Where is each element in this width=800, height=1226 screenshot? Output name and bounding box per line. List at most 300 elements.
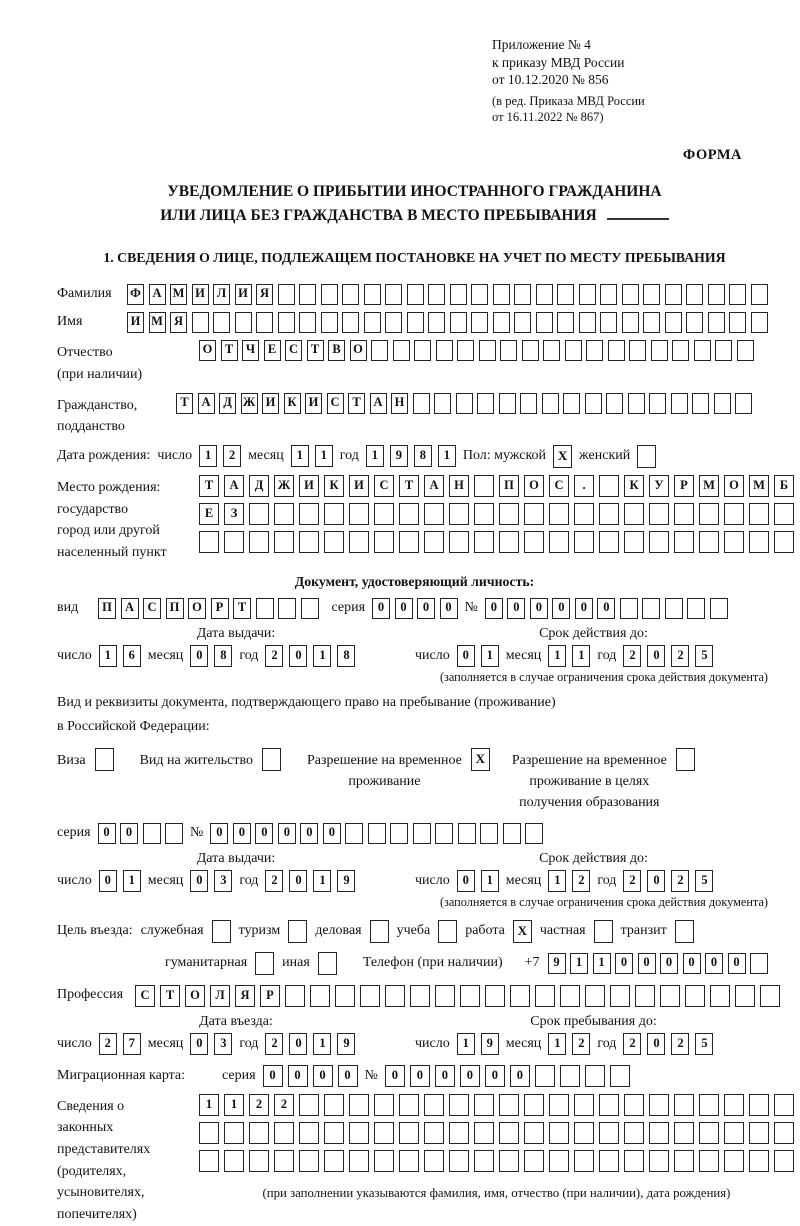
form-cell[interactable]: И: [305, 393, 322, 414]
form-cell[interactable]: 0: [510, 1065, 530, 1087]
form-cell[interactable]: [524, 1150, 544, 1172]
form-cell[interactable]: [749, 503, 769, 525]
form-cell[interactable]: [324, 1094, 344, 1116]
form-cell[interactable]: [624, 1150, 644, 1172]
form-cell[interactable]: 2: [274, 1094, 294, 1116]
purpose-transit-checkbox[interactable]: [675, 920, 694, 943]
form-cell[interactable]: [374, 1094, 394, 1116]
purpose-other-checkbox[interactable]: [318, 952, 337, 975]
form-cell[interactable]: [274, 1122, 294, 1144]
form-cell[interactable]: [606, 393, 623, 414]
form-cell[interactable]: 1: [313, 645, 331, 667]
form-cell[interactable]: 2: [623, 645, 641, 667]
form-cell[interactable]: 8: [414, 445, 432, 467]
form-cell[interactable]: [414, 340, 431, 361]
form-cell[interactable]: [299, 1150, 319, 1172]
form-cell[interactable]: О: [199, 340, 216, 361]
purpose-business-checkbox[interactable]: [370, 920, 389, 943]
form-cell[interactable]: [499, 1094, 519, 1116]
form-cell[interactable]: 5: [695, 870, 713, 892]
form-cell[interactable]: К: [324, 475, 344, 497]
form-cell[interactable]: [549, 531, 569, 553]
form-cell[interactable]: 0: [683, 953, 701, 974]
form-cell[interactable]: [278, 312, 295, 333]
form-cell[interactable]: [500, 340, 517, 361]
form-cell[interactable]: 2: [265, 645, 283, 667]
form-cell[interactable]: [428, 284, 445, 305]
form-cell[interactable]: [599, 1122, 619, 1144]
form-cell[interactable]: [749, 1122, 769, 1144]
form-cell[interactable]: [524, 503, 544, 525]
form-cell[interactable]: Т: [307, 340, 324, 361]
form-cell[interactable]: 1: [315, 445, 333, 467]
form-cell[interactable]: Т: [399, 475, 419, 497]
form-cell[interactable]: 0: [190, 870, 208, 892]
form-cell[interactable]: 1: [199, 445, 217, 467]
form-cell[interactable]: [622, 312, 639, 333]
form-cell[interactable]: [536, 284, 553, 305]
form-cell[interactable]: [694, 340, 711, 361]
form-cell[interactable]: 0: [457, 870, 475, 892]
form-cell[interactable]: 0: [507, 598, 525, 619]
form-cell[interactable]: 6: [123, 645, 141, 667]
form-cell[interactable]: 0: [99, 870, 117, 892]
form-cell[interactable]: [522, 340, 539, 361]
form-cell[interactable]: 0: [485, 598, 503, 619]
form-cell[interactable]: Ч: [242, 340, 259, 361]
form-cell[interactable]: [624, 1122, 644, 1144]
form-cell[interactable]: [424, 1150, 444, 1172]
form-cell[interactable]: В: [328, 340, 345, 361]
form-cell[interactable]: 9: [390, 445, 408, 467]
sex-female-checkbox[interactable]: [637, 445, 656, 468]
form-cell[interactable]: Б: [774, 475, 794, 497]
form-cell[interactable]: [671, 393, 688, 414]
form-cell[interactable]: [610, 1065, 630, 1087]
form-cell[interactable]: [510, 985, 530, 1007]
form-cell[interactable]: [714, 393, 731, 414]
form-cell[interactable]: 2: [249, 1094, 269, 1116]
form-cell[interactable]: [643, 312, 660, 333]
form-cell[interactable]: 0: [485, 1065, 505, 1087]
form-cell[interactable]: 0: [417, 598, 435, 619]
form-cell[interactable]: [649, 1094, 669, 1116]
form-cell[interactable]: [600, 284, 617, 305]
form-cell[interactable]: [542, 393, 559, 414]
form-cell[interactable]: [585, 985, 605, 1007]
form-cell[interactable]: У: [649, 475, 669, 497]
form-cell[interactable]: Д: [219, 393, 236, 414]
form-cell[interactable]: 0: [190, 1033, 208, 1055]
form-cell[interactable]: [324, 1150, 344, 1172]
form-cell[interactable]: [493, 312, 510, 333]
form-cell[interactable]: [549, 1122, 569, 1144]
form-cell[interactable]: [374, 531, 394, 553]
form-cell[interactable]: [751, 284, 768, 305]
form-cell[interactable]: [586, 340, 603, 361]
form-cell[interactable]: [374, 1150, 394, 1172]
form-cell[interactable]: [335, 985, 355, 1007]
form-cell[interactable]: [649, 393, 666, 414]
form-cell[interactable]: С: [549, 475, 569, 497]
form-cell[interactable]: [256, 312, 273, 333]
form-cell[interactable]: 1: [548, 1033, 566, 1055]
form-cell[interactable]: 0: [705, 953, 723, 974]
form-cell[interactable]: 9: [337, 1033, 355, 1055]
form-cell[interactable]: 0: [278, 823, 296, 844]
form-cell[interactable]: 0: [575, 598, 593, 619]
form-cell[interactable]: [599, 531, 619, 553]
form-cell[interactable]: [371, 340, 388, 361]
form-cell[interactable]: [749, 531, 769, 553]
form-cell[interactable]: С: [374, 475, 394, 497]
form-cell[interactable]: [449, 503, 469, 525]
form-cell[interactable]: [435, 985, 455, 1007]
purpose-tourism-checkbox[interactable]: [288, 920, 307, 943]
form-cell[interactable]: [324, 1122, 344, 1144]
form-cell[interactable]: [774, 1122, 794, 1144]
form-cell[interactable]: [687, 598, 705, 619]
form-cell[interactable]: [724, 1122, 744, 1144]
form-cell[interactable]: П: [166, 598, 184, 619]
form-cell[interactable]: [480, 823, 498, 844]
form-cell[interactable]: [458, 823, 476, 844]
form-cell[interactable]: 0: [190, 645, 208, 667]
form-cell[interactable]: М: [149, 312, 166, 333]
form-cell[interactable]: [686, 312, 703, 333]
form-cell[interactable]: 1: [481, 645, 499, 667]
form-cell[interactable]: [321, 284, 338, 305]
form-cell[interactable]: [565, 340, 582, 361]
form-cell[interactable]: А: [424, 475, 444, 497]
form-cell[interactable]: 0: [395, 598, 413, 619]
form-cell[interactable]: [143, 823, 161, 844]
form-cell[interactable]: 1: [572, 645, 590, 667]
form-cell[interactable]: [471, 312, 488, 333]
form-cell[interactable]: М: [170, 284, 187, 305]
form-cell[interactable]: [342, 284, 359, 305]
form-cell[interactable]: 1: [593, 953, 611, 974]
form-cell[interactable]: [585, 1065, 605, 1087]
form-cell[interactable]: [674, 1150, 694, 1172]
form-cell[interactable]: [299, 284, 316, 305]
form-cell[interactable]: 2: [623, 870, 641, 892]
form-cell[interactable]: [399, 531, 419, 553]
form-cell[interactable]: [749, 1094, 769, 1116]
form-cell[interactable]: Л: [213, 284, 230, 305]
form-cell[interactable]: [349, 531, 369, 553]
form-cell[interactable]: О: [188, 598, 206, 619]
form-cell[interactable]: [525, 823, 543, 844]
form-cell[interactable]: 0: [530, 598, 548, 619]
form-cell[interactable]: 2: [572, 1033, 590, 1055]
temp-residence-checkbox[interactable]: X: [471, 748, 490, 771]
form-cell[interactable]: [574, 1150, 594, 1172]
purpose-study-checkbox[interactable]: [438, 920, 457, 943]
form-cell[interactable]: Ф: [127, 284, 144, 305]
form-cell[interactable]: 0: [435, 1065, 455, 1087]
form-cell[interactable]: [393, 340, 410, 361]
form-cell[interactable]: [364, 312, 381, 333]
form-cell[interactable]: 0: [728, 953, 746, 974]
form-cell[interactable]: [385, 284, 402, 305]
form-cell[interactable]: 1: [123, 870, 141, 892]
form-cell[interactable]: [324, 503, 344, 525]
form-cell[interactable]: [649, 1122, 669, 1144]
form-cell[interactable]: [729, 284, 746, 305]
form-cell[interactable]: 0: [263, 1065, 283, 1087]
form-cell[interactable]: [374, 1122, 394, 1144]
form-cell[interactable]: [471, 284, 488, 305]
form-cell[interactable]: [374, 503, 394, 525]
form-cell[interactable]: 0: [385, 1065, 405, 1087]
form-cell[interactable]: [434, 393, 451, 414]
form-cell[interactable]: [549, 1150, 569, 1172]
form-cell[interactable]: Н: [391, 393, 408, 414]
form-cell[interactable]: [749, 1150, 769, 1172]
form-cell[interactable]: [514, 284, 531, 305]
form-cell[interactable]: И: [262, 393, 279, 414]
form-cell[interactable]: Е: [199, 503, 219, 525]
form-cell[interactable]: [249, 1150, 269, 1172]
form-cell[interactable]: 2: [99, 1033, 117, 1055]
form-cell[interactable]: [708, 284, 725, 305]
form-cell[interactable]: [686, 284, 703, 305]
form-cell[interactable]: 0: [410, 1065, 430, 1087]
form-cell[interactable]: [524, 1122, 544, 1144]
form-cell[interactable]: 0: [647, 870, 665, 892]
form-cell[interactable]: 2: [671, 645, 689, 667]
form-cell[interactable]: 0: [660, 953, 678, 974]
form-cell[interactable]: Р: [674, 475, 694, 497]
form-cell[interactable]: [624, 503, 644, 525]
form-cell[interactable]: [624, 1094, 644, 1116]
form-cell[interactable]: Р: [211, 598, 229, 619]
form-cell[interactable]: [608, 340, 625, 361]
form-cell[interactable]: 2: [623, 1033, 641, 1055]
form-cell[interactable]: 1: [570, 953, 588, 974]
form-cell[interactable]: [599, 475, 619, 497]
form-cell[interactable]: 2: [572, 870, 590, 892]
form-cell[interactable]: 0: [233, 823, 251, 844]
form-cell[interactable]: [665, 284, 682, 305]
form-cell[interactable]: Т: [176, 393, 193, 414]
form-cell[interactable]: [299, 503, 319, 525]
form-cell[interactable]: 0: [289, 1033, 307, 1055]
form-cell[interactable]: [449, 1122, 469, 1144]
form-cell[interactable]: 1: [99, 645, 117, 667]
form-cell[interactable]: [699, 531, 719, 553]
form-cell[interactable]: З: [224, 503, 244, 525]
purpose-humanitarian-checkbox[interactable]: [255, 952, 274, 975]
form-cell[interactable]: [710, 598, 728, 619]
form-cell[interactable]: [474, 1094, 494, 1116]
form-cell[interactable]: А: [198, 393, 215, 414]
form-cell[interactable]: [520, 393, 537, 414]
form-cell[interactable]: 0: [210, 823, 228, 844]
form-cell[interactable]: .: [574, 475, 594, 497]
form-cell[interactable]: [410, 985, 430, 1007]
form-cell[interactable]: 2: [265, 1033, 283, 1055]
form-cell[interactable]: 1: [313, 1033, 331, 1055]
form-cell[interactable]: 0: [597, 598, 615, 619]
form-cell[interactable]: И: [192, 284, 209, 305]
form-cell[interactable]: [549, 1094, 569, 1116]
form-cell[interactable]: [674, 1094, 694, 1116]
form-cell[interactable]: [499, 503, 519, 525]
form-cell[interactable]: [774, 503, 794, 525]
form-cell[interactable]: [710, 985, 730, 1007]
form-cell[interactable]: [585, 393, 602, 414]
form-cell[interactable]: [599, 1094, 619, 1116]
form-cell[interactable]: [574, 503, 594, 525]
form-cell[interactable]: [449, 1094, 469, 1116]
temp-residence-edu-checkbox[interactable]: [676, 748, 695, 771]
form-cell[interactable]: 9: [481, 1033, 499, 1055]
form-cell[interactable]: И: [127, 312, 144, 333]
form-cell[interactable]: 1: [481, 870, 499, 892]
form-cell[interactable]: [599, 1150, 619, 1172]
form-cell[interactable]: Я: [256, 284, 273, 305]
form-cell[interactable]: А: [149, 284, 166, 305]
form-cell[interactable]: [503, 823, 521, 844]
form-cell[interactable]: И: [235, 284, 252, 305]
form-cell[interactable]: [610, 985, 630, 1007]
form-cell[interactable]: 1: [199, 1094, 219, 1116]
form-cell[interactable]: 0: [457, 645, 475, 667]
form-cell[interactable]: [579, 312, 596, 333]
form-cell[interactable]: [342, 312, 359, 333]
form-cell[interactable]: [449, 531, 469, 553]
form-cell[interactable]: О: [524, 475, 544, 497]
form-cell[interactable]: 0: [647, 1033, 665, 1055]
visa-checkbox[interactable]: [95, 748, 114, 771]
form-cell[interactable]: [299, 312, 316, 333]
form-cell[interactable]: [324, 531, 344, 553]
form-cell[interactable]: [274, 1150, 294, 1172]
form-cell[interactable]: [699, 503, 719, 525]
form-cell[interactable]: [301, 598, 319, 619]
form-cell[interactable]: [692, 393, 709, 414]
form-cell[interactable]: [724, 1094, 744, 1116]
form-cell[interactable]: [349, 1150, 369, 1172]
form-cell[interactable]: [349, 503, 369, 525]
form-cell[interactable]: 2: [265, 870, 283, 892]
form-cell[interactable]: 0: [300, 823, 318, 844]
form-cell[interactable]: [579, 284, 596, 305]
form-cell[interactable]: [235, 312, 252, 333]
form-cell[interactable]: 1: [313, 870, 331, 892]
form-cell[interactable]: 0: [255, 823, 273, 844]
form-cell[interactable]: [557, 312, 574, 333]
form-cell[interactable]: [699, 1122, 719, 1144]
form-cell[interactable]: О: [185, 985, 205, 1007]
form-cell[interactable]: 0: [552, 598, 570, 619]
form-cell[interactable]: [385, 985, 405, 1007]
form-cell[interactable]: [407, 312, 424, 333]
form-cell[interactable]: [413, 393, 430, 414]
form-cell[interactable]: [345, 823, 363, 844]
form-cell[interactable]: [249, 503, 269, 525]
form-cell[interactable]: [192, 312, 209, 333]
form-cell[interactable]: [563, 393, 580, 414]
form-cell[interactable]: [674, 531, 694, 553]
form-cell[interactable]: [724, 503, 744, 525]
form-cell[interactable]: Я: [235, 985, 255, 1007]
form-cell[interactable]: П: [499, 475, 519, 497]
form-cell[interactable]: [413, 823, 431, 844]
form-cell[interactable]: И: [299, 475, 319, 497]
form-cell[interactable]: [249, 531, 269, 553]
form-cell[interactable]: С: [285, 340, 302, 361]
form-cell[interactable]: 0: [440, 598, 458, 619]
form-cell[interactable]: [449, 1150, 469, 1172]
form-cell[interactable]: [536, 312, 553, 333]
form-cell[interactable]: [574, 1122, 594, 1144]
form-cell[interactable]: [474, 531, 494, 553]
form-cell[interactable]: 0: [289, 870, 307, 892]
form-cell[interactable]: 0: [615, 953, 633, 974]
residence-permit-checkbox[interactable]: [262, 748, 281, 771]
form-cell[interactable]: 8: [214, 645, 232, 667]
form-cell[interactable]: [672, 340, 689, 361]
form-cell[interactable]: [774, 1094, 794, 1116]
form-cell[interactable]: 0: [313, 1065, 333, 1087]
form-cell[interactable]: 0: [289, 645, 307, 667]
form-cell[interactable]: [278, 284, 295, 305]
form-cell[interactable]: Н: [449, 475, 469, 497]
form-cell[interactable]: 1: [457, 1033, 475, 1055]
form-cell[interactable]: [299, 1094, 319, 1116]
form-cell[interactable]: [428, 312, 445, 333]
form-cell[interactable]: 1: [224, 1094, 244, 1116]
form-cell[interactable]: [715, 340, 732, 361]
form-cell[interactable]: [399, 503, 419, 525]
form-cell[interactable]: [499, 393, 516, 414]
form-cell[interactable]: [549, 503, 569, 525]
form-cell[interactable]: [651, 340, 668, 361]
form-cell[interactable]: [499, 1122, 519, 1144]
form-cell[interactable]: [628, 393, 645, 414]
form-cell[interactable]: П: [98, 598, 116, 619]
form-cell[interactable]: [557, 284, 574, 305]
form-cell[interactable]: [278, 598, 296, 619]
form-cell[interactable]: [514, 312, 531, 333]
form-cell[interactable]: [399, 1094, 419, 1116]
form-cell[interactable]: [424, 503, 444, 525]
form-cell[interactable]: О: [350, 340, 367, 361]
form-cell[interactable]: [660, 985, 680, 1007]
form-cell[interactable]: [224, 531, 244, 553]
form-cell[interactable]: 1: [548, 645, 566, 667]
form-cell[interactable]: [729, 312, 746, 333]
form-cell[interactable]: С: [135, 985, 155, 1007]
form-cell[interactable]: 1: [366, 445, 384, 467]
form-cell[interactable]: [735, 393, 752, 414]
form-cell[interactable]: [407, 284, 424, 305]
form-cell[interactable]: [474, 1122, 494, 1144]
form-cell[interactable]: [364, 284, 381, 305]
form-cell[interactable]: [649, 1150, 669, 1172]
form-cell[interactable]: [735, 985, 755, 1007]
form-cell[interactable]: 8: [337, 645, 355, 667]
form-cell[interactable]: [368, 823, 386, 844]
form-cell[interactable]: [560, 1065, 580, 1087]
form-cell[interactable]: [457, 340, 474, 361]
form-cell[interactable]: [751, 312, 768, 333]
form-cell[interactable]: [274, 503, 294, 525]
form-cell[interactable]: [450, 284, 467, 305]
